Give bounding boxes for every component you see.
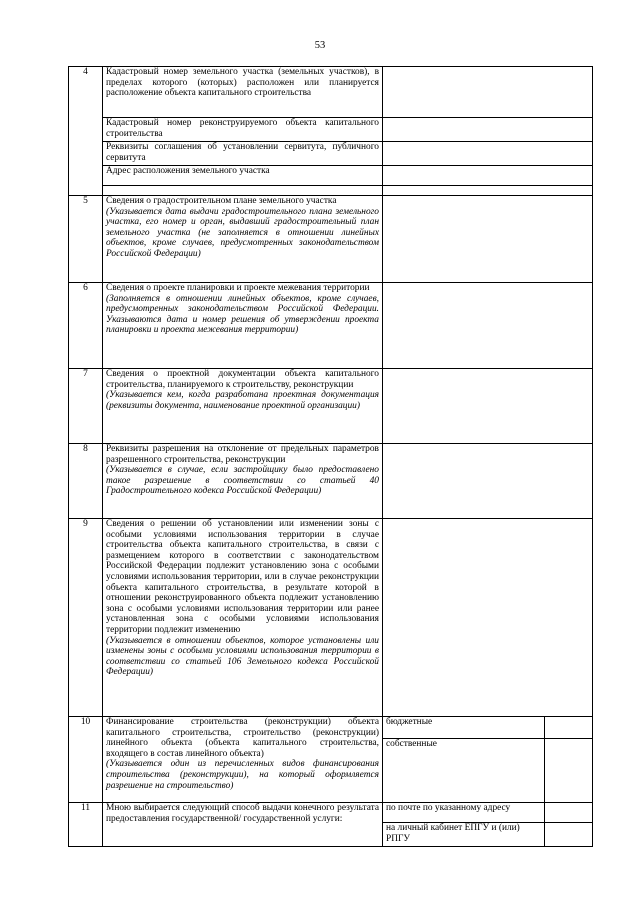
field-label-planning-project xyxy=(103,283,383,369)
form-row-11 xyxy=(69,803,593,823)
application-form-table xyxy=(68,66,593,847)
option-budget-label: бюджетные xyxy=(383,717,545,739)
form-row-7 xyxy=(69,369,593,444)
field-value-servitude[interactable] xyxy=(383,142,593,166)
field-label-deviation-permit xyxy=(103,444,383,519)
spacer-cell xyxy=(103,186,383,196)
form-row-4e xyxy=(69,186,593,196)
option-mail-label: по почте по указанному адресу xyxy=(383,803,545,823)
form-row-8 xyxy=(69,444,593,519)
form-row-6 xyxy=(69,283,593,369)
field-label-urban-plan xyxy=(103,196,383,283)
form-row-4b xyxy=(69,118,593,142)
form-row-9 xyxy=(69,519,593,717)
field-value-special-zone[interactable] xyxy=(383,519,593,717)
label-text: Реквизиты разрешения на отклонение от предельных параметров разрешенного строительства, реконструкции xyxy=(106,444,379,465)
row-number: 9 xyxy=(69,519,103,717)
label-note: (Указывается один из перечисленных видов финансирования строительства (реконструкции), на который оформляется разрешение на строительство) xyxy=(106,759,379,791)
field-label-special-zone xyxy=(103,519,383,717)
option-own-funds-checkbox[interactable] xyxy=(545,739,593,803)
label-note: (Указывается в случае, если застройщику было предоставлено такое разрешение в соответствии со статьей 40 Градостроительного кодекса Российской Федерации) xyxy=(106,465,379,497)
form-row-10 xyxy=(69,717,593,739)
field-label-address: Адрес расположения земельного участка xyxy=(103,166,383,186)
label-text: Сведения о решении об установлении или изменении зоны с особыми условиями использования территории в случае строительства объекта капитального строительства, в связи с размещением которого в соответствии с законодательством Российской Федерации подлежит установлению зона с особыми условиями использования территории, или в случае реконструкции объекта капитального строительства, в результате которой в отношении реконструированного объекта подлежит установлению зона с особыми условиями использования территории или ранее установленная зона с особыми условиями использования территории подлежит изменению xyxy=(106,519,379,635)
label-note: (Указывается кем, когда разработана проектная документация (реквизиты документа, наименование проектной организации) xyxy=(106,390,379,411)
label-text: Сведения о градостроительном плане земельного участка xyxy=(106,196,337,206)
field-label-financing xyxy=(103,717,383,803)
label-text: Сведения о проекте планировки и проекте межевания территории xyxy=(106,283,370,293)
row-number: 8 xyxy=(69,444,103,519)
row-number: 5 xyxy=(69,196,103,283)
row-number: 10 xyxy=(69,717,103,803)
page-number: 53 xyxy=(314,40,326,51)
label-text: Мною выбирается следующий способ выдачи конечного результата предоставления государственной/ государственной услуги: xyxy=(106,803,379,824)
label-note: (Заполняется в отношении линейных объектов, кроме случаев, предусмотренных законодательством Российской Федерации. Указываются дата и номер решения об утверждении проекта планировки и проекта межевания территории) xyxy=(106,293,379,336)
field-value-planning-project[interactable] xyxy=(383,283,593,369)
field-value-project-documentation[interactable] xyxy=(383,369,593,444)
row-number: 4 xyxy=(69,67,103,196)
field-value-address[interactable] xyxy=(383,166,593,186)
field-value-urban-plan[interactable] xyxy=(383,196,593,283)
form-row-4c xyxy=(69,142,593,166)
option-cabinet-label: на личный кабинет ЕПГУ и (или) РПГУ xyxy=(383,823,545,847)
option-budget-checkbox[interactable] xyxy=(545,717,593,739)
row-number: 7 xyxy=(69,369,103,444)
field-value-deviation-permit[interactable] xyxy=(383,444,593,519)
option-mail-checkbox[interactable] xyxy=(545,803,593,823)
row-number: 11 xyxy=(69,803,103,847)
field-value-cadastral-number[interactable] xyxy=(383,67,593,118)
label-text: Сведения о проектной документации объекта капитального строительства, планируемого к строительству, реконструкции xyxy=(106,369,379,390)
field-label-project-documentation xyxy=(103,369,383,444)
label-note: (Указывается в отношении объектов, которое установлены или изменены зоны с особыми условиями использования территории в соответствии со статьей 106 Земельного кодекса Российской Федерации) xyxy=(106,635,379,678)
field-label-cadastral-number: Кадастровый номер земельного участка (земельных участков), в пределах которого (которых) расположен или планируется расположение объекта капитального строительства xyxy=(103,67,383,118)
form-row-5 xyxy=(69,196,593,283)
form-row-4 xyxy=(69,67,593,118)
field-label-reconstructed-object: Кадастровый номер реконструируемого объекта капитального строительства xyxy=(103,118,383,142)
row-number: 6 xyxy=(69,283,103,369)
form-row-4d xyxy=(69,166,593,186)
field-label-servitude: Реквизиты соглашения об установлении сервитута, публичного сервитута xyxy=(103,142,383,166)
option-own-funds-label: собственные xyxy=(383,739,545,803)
label-note: (Указывается дата выдачи градостроительного плана земельного участка, его номер и орган, выдавший градостроительный план земельного участка (не заполняется в отношении линейных объектов, кроме случаев, предусмотренных законодательством Российской Федерации) xyxy=(106,206,379,259)
field-label-delivery-method xyxy=(103,803,383,847)
option-cabinet-checkbox[interactable] xyxy=(545,823,593,847)
spacer-value xyxy=(383,186,593,196)
label-text: Финансирование строительства (реконструкции) объекта капитального строительства, строительство (реконструкции) линейного объекта (объекта капитального строительства, входящего в состав линейного объекта) xyxy=(106,717,379,759)
field-value-reconstructed-object[interactable] xyxy=(383,118,593,142)
